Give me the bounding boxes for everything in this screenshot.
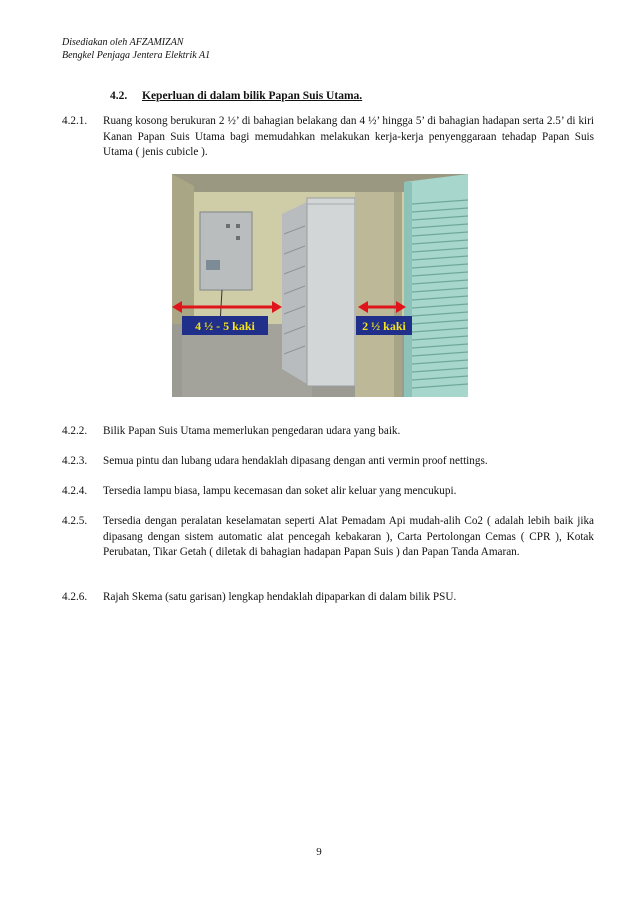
list-item [62, 454, 594, 470]
item-number: 4.2.2. [62, 425, 88, 437]
section-number: 4.2. [110, 90, 128, 102]
list-item [62, 424, 594, 440]
header-organization: Bengkel Penjaga Jentera Elektrik A1 [62, 50, 211, 61]
list-item [62, 514, 594, 561]
item-text: Ruang kosong berukuran 2 ½’ di bahagian belakang dan 4 ½’ hingga 5’ di bahagian hadapan serta 2.5’ di kiri Kanan Papan Suis Utama bagi memudahkan melakukan kerja-kerja penyenggaraan tehadap Papan Suis Utama ( jenis cubicle ). [103, 115, 594, 158]
item-text: Semua pintu dan lubang udara hendaklah dipasang dengan anti vermin proof nettings. [103, 455, 488, 467]
item-number: 4.2.4. [62, 485, 88, 497]
switchboard-room-photo [172, 174, 468, 397]
item-text: Tersedia lampu biasa, lampu kecemasan dan soket alir keluar yang mencukupi. [103, 485, 457, 497]
item-number: 4.2.6. [62, 591, 88, 603]
document-header [62, 36, 210, 62]
list-item [62, 484, 594, 500]
side-clearance-label: 2 ½ kaki [362, 319, 406, 333]
header-author: Disediakan oleh AFZAMIZAN [62, 37, 184, 48]
front-clearance-label: 4 ½ - 5 kaki [195, 319, 255, 333]
section-title: Keperluan di dalam bilik Papan Suis Utama. [142, 90, 363, 102]
page-number: 9 [316, 846, 322, 858]
item-number: 4.2.1. [62, 115, 88, 127]
section-heading [110, 90, 362, 102]
item-number: 4.2.5. [62, 515, 88, 527]
list-item [62, 590, 594, 606]
item-text: Rajah Skema (satu garisan) lengkap hendaklah dipaparkan di dalam bilik PSU. [103, 591, 457, 603]
item-text: Bilik Papan Suis Utama memerlukan pengedaran udara yang baik. [103, 425, 401, 437]
list-item [62, 114, 594, 161]
item-number: 4.2.3. [62, 455, 88, 467]
item-text: Tersedia dengan peralatan keselamatan seperti Alat Pemadam Api mudah-alih Co2 ( adalah lebih baik jika dipasang dengan sistem automatic alat pencegah kebakaran ), Carta Pertolongan Cemas ( CPR ), Kotak Perubatan, Tikar Getah ( diletak di bahagian hadapan Papan Suis ) dan Papan Tanda Amaran. [103, 515, 594, 558]
